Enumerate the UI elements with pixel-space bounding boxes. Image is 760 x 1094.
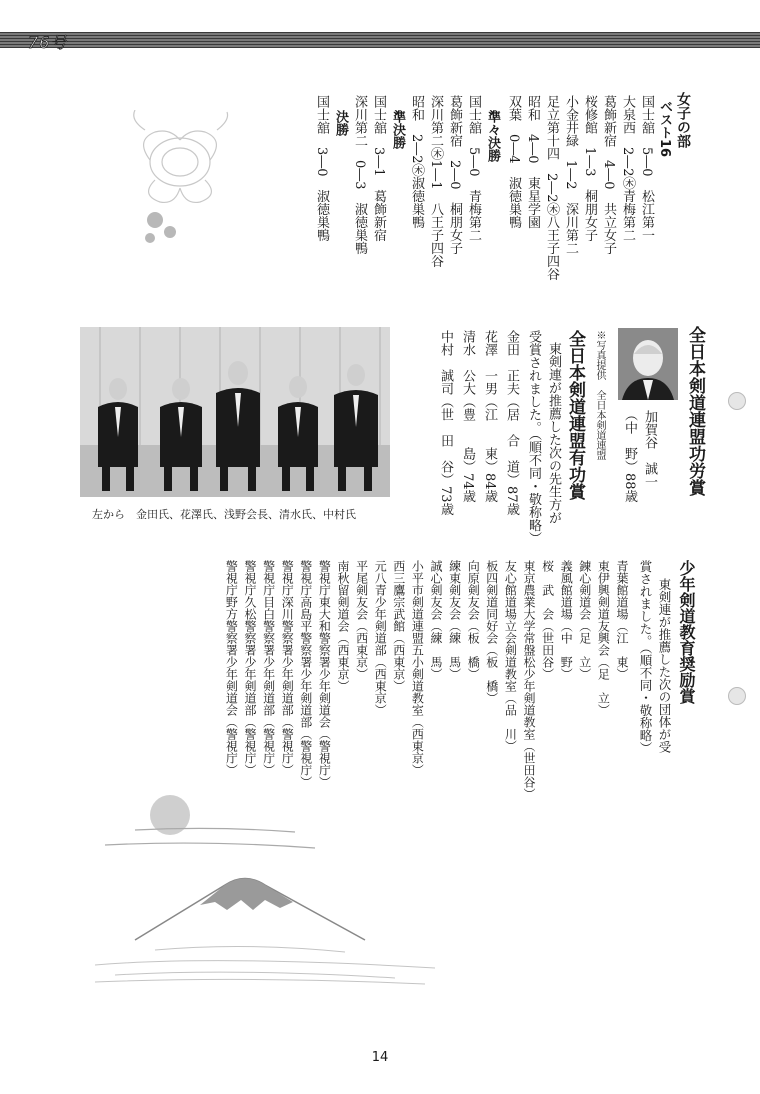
youth-org-item: 錬心剣道会（足 立） xyxy=(577,560,592,680)
youth-org-item: 西三鷹宗武館（西東京） xyxy=(391,560,406,692)
youth-org-item: 小平市剣道連盟五小剣道教室（西東京） xyxy=(410,560,425,776)
youth-org-item: 桜 武 会（世田谷） xyxy=(540,560,555,680)
youth-org-item: 板四剣道同好会（板 橋） xyxy=(484,560,499,704)
contrib-person: 花澤 一男（江 東）84歳 xyxy=(482,330,497,503)
mount-fuji-illustration xyxy=(95,790,435,985)
youth-org-item: 警視庁目白警察署少年剣道部（警視庁） xyxy=(261,560,276,776)
women-best16-row: 大泉西 2―2㊍青梅第二 xyxy=(620,95,635,242)
women-best16-row: 昭和 4―0 東星学園 xyxy=(525,95,540,229)
women-sf-title: 準決勝 xyxy=(390,110,405,149)
women-qf-row: 葛飾新宿 2―0 桐朋女子 xyxy=(447,95,462,255)
contrib-intro-line1: 東剣連が推薦した次の先生方が xyxy=(546,342,561,524)
contrib-person: 中村 誠司（世 田 谷）73歳 xyxy=(438,330,453,516)
women-sf-row: 国士舘 3―1 葛飾新宿 xyxy=(371,95,386,242)
women-best16-label: ベスト16 xyxy=(657,100,672,158)
binder-hole-top xyxy=(728,392,746,410)
binder-hole-bottom xyxy=(728,687,746,705)
youth-org-item: 警視庁久松警察署少年剣道部（警視庁） xyxy=(243,560,257,776)
issue-number: 76号 xyxy=(28,33,68,52)
youth-org-item: 警視庁高島平警察署少年剣道部（警視庁） xyxy=(298,560,313,788)
women-title: 女子の部 xyxy=(675,92,691,148)
women-qf-row: 深川第二㊍1―1 八王子四谷 xyxy=(428,95,443,268)
youth-org-item: 警視庁深川警察署少年剣道部（警視庁） xyxy=(280,560,295,776)
merit-award-title: 全日本剣道連盟功労賞 xyxy=(685,326,705,496)
page-number: 14 xyxy=(371,1050,389,1065)
youth-org-item: 平尾剣友会（西東京） xyxy=(354,560,369,680)
contrib-person: 金田 正夫（居 合 道）87歳 xyxy=(504,330,519,516)
youth-org-item: 誠心剣友会（練 馬） xyxy=(429,560,443,680)
contrib-person: 清水 公大（豊 島）74歳 xyxy=(460,330,475,503)
youth-org-item: 元八青少年剣道部（西東京） xyxy=(373,560,388,716)
women-best16-row: 足立第十四 2―2㊍八王子四谷 xyxy=(544,95,559,281)
youth-org-item: 青葉館道場（江 東） xyxy=(615,560,629,680)
youth-intro-line2: 賞されました。（順不同・敬称略） xyxy=(638,560,653,754)
women-qf-row: 国士舘 5―0 青梅第二 xyxy=(466,95,481,242)
header-band xyxy=(0,30,760,50)
youth-org-item: 警視庁野方警察署少年剣道会（警視庁） xyxy=(224,560,239,776)
women-sf-row: 深川第二 0―3 淑徳巣鴨 xyxy=(352,95,367,255)
women-best16-row: 小金井緑 1―2 深川第二 xyxy=(563,95,578,255)
women-final-title: 決勝 xyxy=(333,110,348,136)
youth-org-item: 友心館道場立会剣道教室（品 川） xyxy=(503,560,518,752)
youth-intro-line1: 東剣連が推薦した次の団体が受 xyxy=(657,578,672,753)
women-best16-row: 葛飾新宿 4―0 共立女子 xyxy=(601,95,616,255)
youth-org-item: 練東剣友会（練 馬） xyxy=(447,560,462,680)
youth-org-item: 向原剣友会（板 橋） xyxy=(466,560,481,680)
women-final-row: 国士舘 3―0 淑徳巣鴨 xyxy=(314,95,329,242)
photo-caption: 左から 金田氏、花澤氏、浅野会長、清水氏、中村氏 xyxy=(92,508,356,521)
youth-org-item: 南秋留剣道会（西東京） xyxy=(336,560,350,692)
youth-org-item: 東京農業大学常盤松少年剣道教室（世田谷） xyxy=(522,560,536,800)
contrib-intro-line2: 受賞されました。（順不同・敬称略） xyxy=(526,330,541,545)
women-best16-row: 双葉 0―4 淑徳巣鴨 xyxy=(506,95,521,229)
women-qf-row: 昭和 2―2㊍淑徳巣鴨 xyxy=(409,95,424,229)
photo-credit-note: ※写真提供 全日本剣道連盟 xyxy=(594,330,605,460)
merit-portrait xyxy=(618,328,678,400)
youth-award-title: 少年剣道教育奨励賞 xyxy=(677,560,696,704)
youth-org-item: 東伊興剣道友興会（足 立） xyxy=(596,560,611,716)
merit-name: 加賀谷 誠一 xyxy=(642,410,657,488)
women-best16-row: 国士舘 5―0 松江第一 xyxy=(639,95,654,242)
flower-illustration xyxy=(125,110,235,250)
women-qf-title: 準々決勝 xyxy=(485,110,500,162)
merit-details: （中 野）88歳 xyxy=(622,408,637,503)
contrib-award-title: 全日本剣道連盟有功賞 xyxy=(565,330,585,500)
award-group-photo xyxy=(80,327,390,497)
youth-org-item: 警視庁東大和警察署少年剣道会（警視庁） xyxy=(317,560,332,788)
youth-org-item: 義風館道場（中 野） xyxy=(559,560,574,680)
women-best16-row: 桜修館 1―3 桐朋女子 xyxy=(582,95,597,242)
